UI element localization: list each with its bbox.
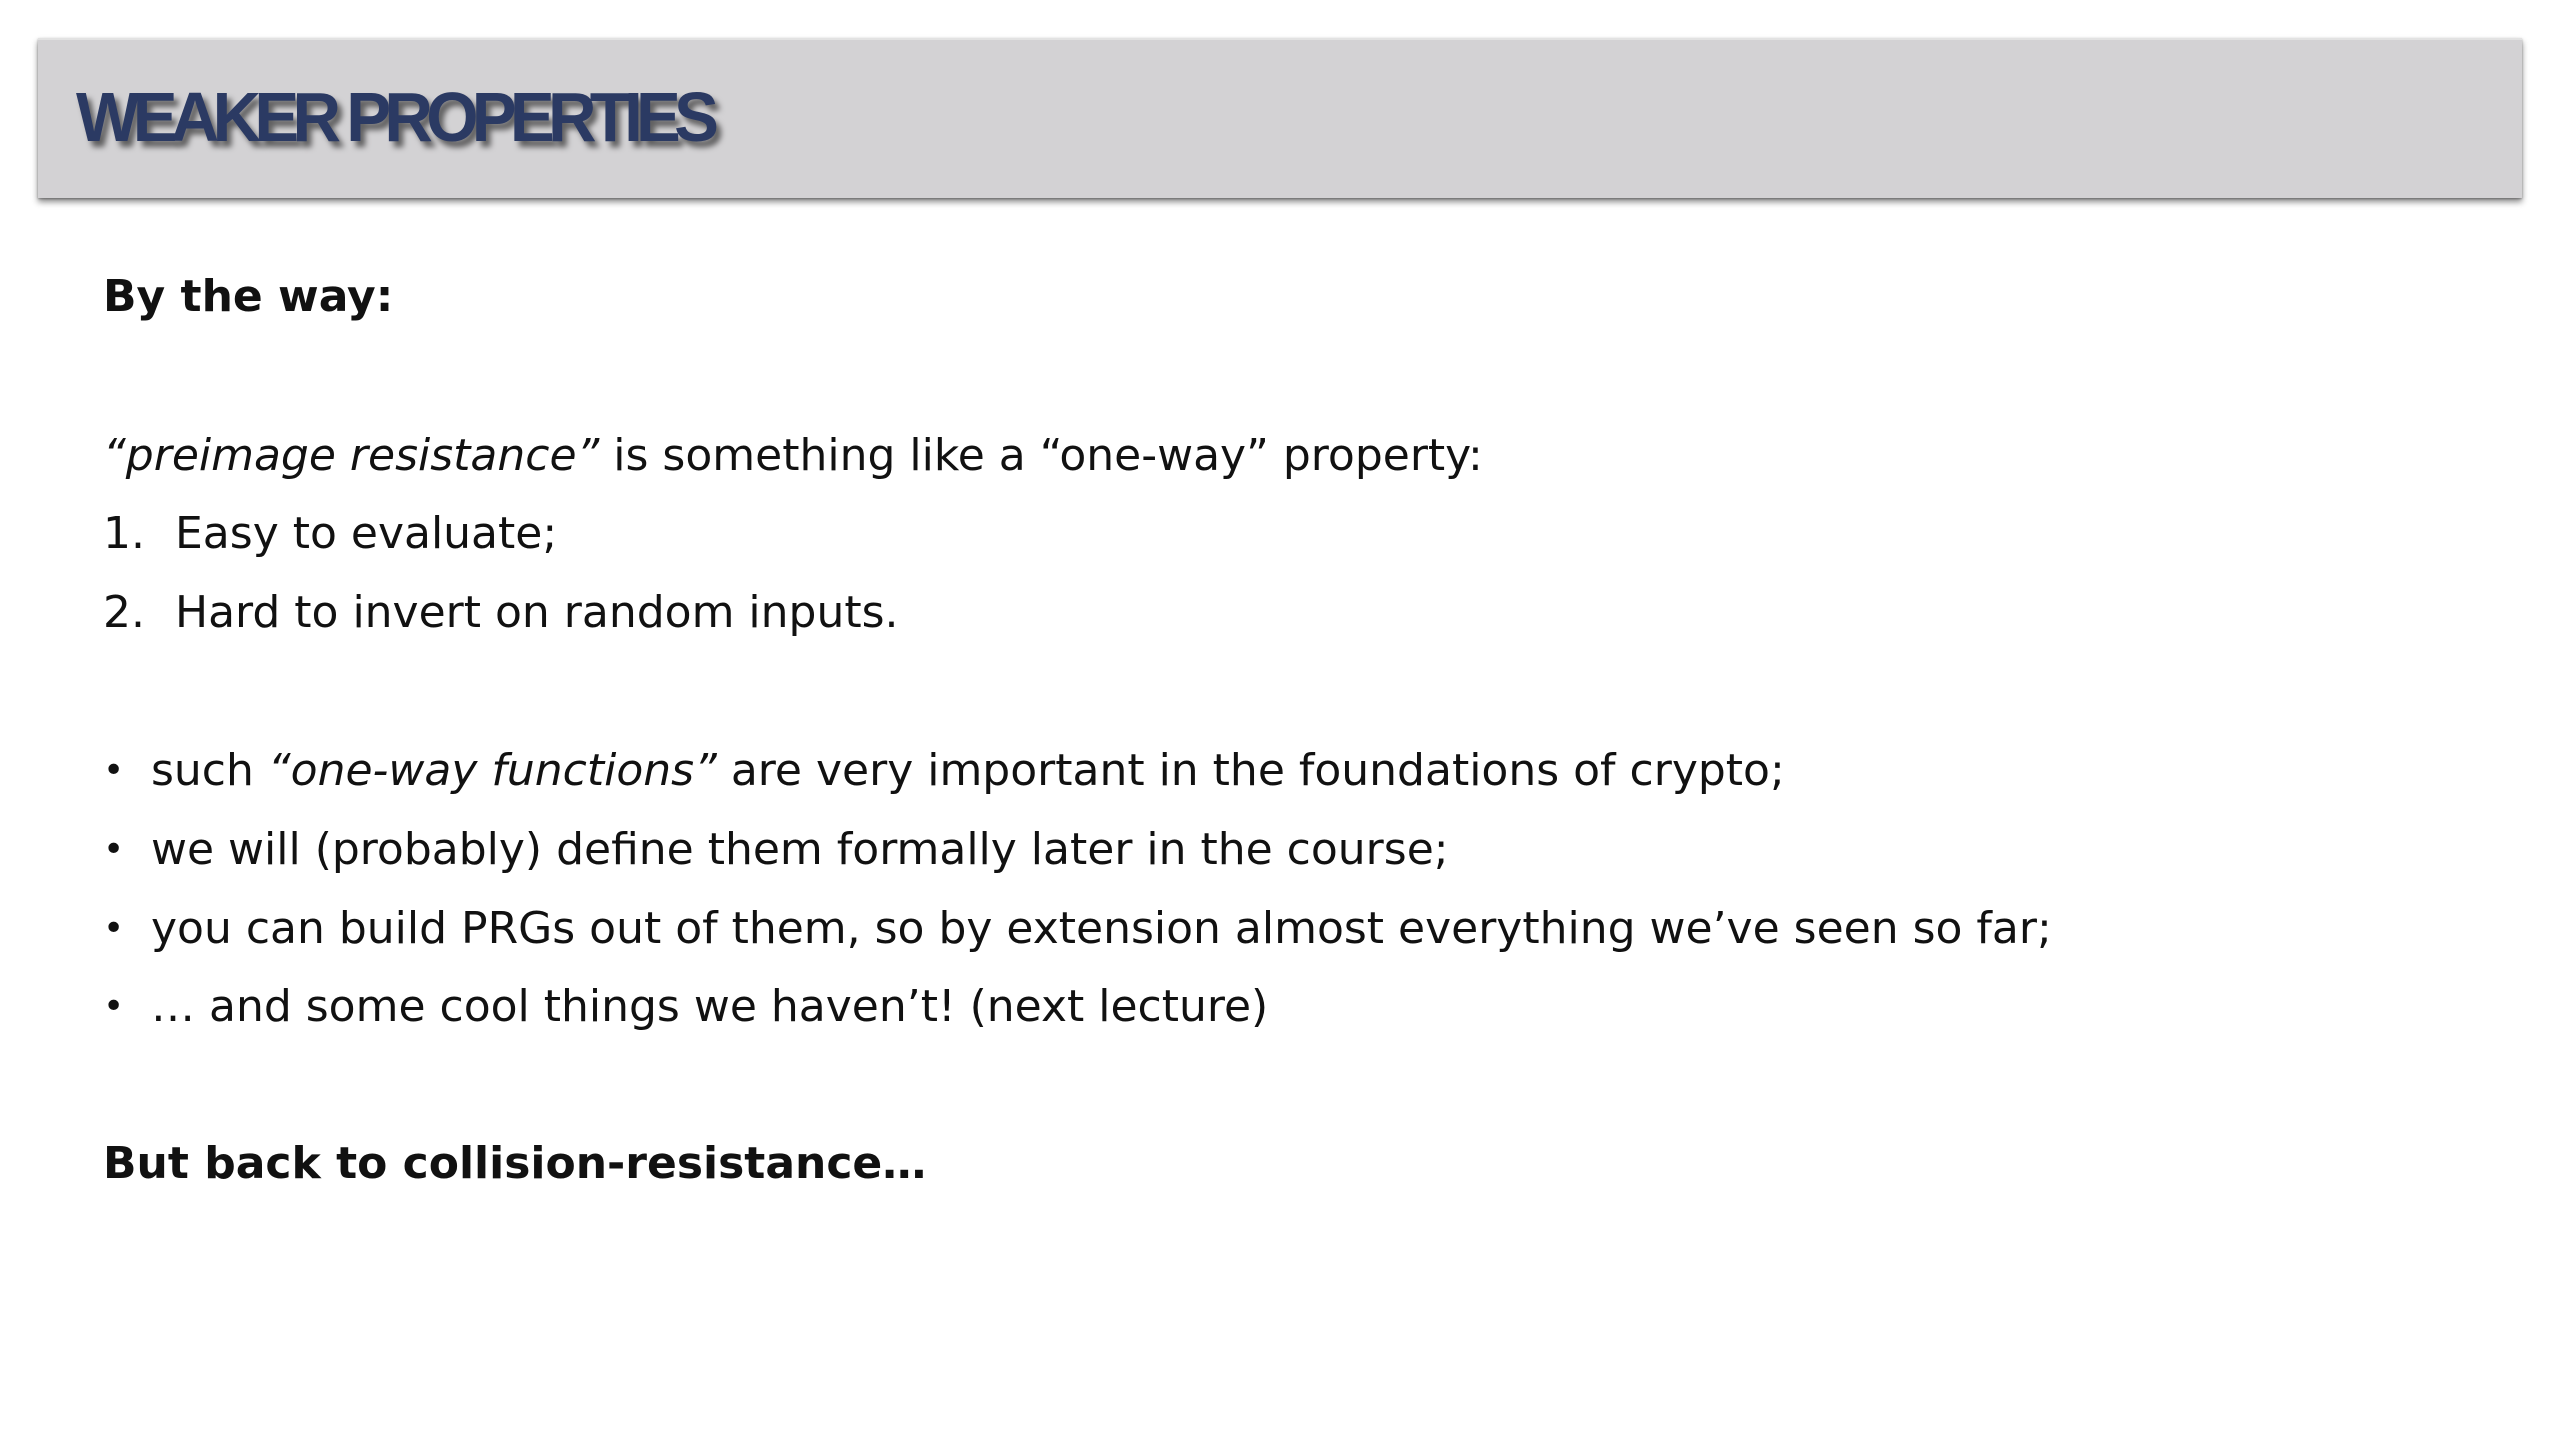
closing-heading: But back to collision-resistance… [103,1138,927,1189]
item-text: Easy to evaluate; [175,508,558,559]
bullet-text-italic: “one-way functions” [267,745,717,796]
bullet-glyph: • [103,750,125,791]
definition-line [103,430,1483,481]
title-bar [38,38,2522,198]
bullet-glyph: • [103,908,125,949]
numbered-item [103,508,1303,562]
bullet-text-post: are very important in the foundations of crypto; [716,745,1785,796]
intro-heading: By the way: [103,271,394,322]
slide-title: WEAKER PROPERTIES [76,78,713,156]
definition-rest: is something like a “one-way” property: [599,430,1483,481]
bullet-text-pre: such [151,745,268,796]
numbered-item [103,587,1303,641]
item-text: Hard to invert on random inputs. [175,587,899,638]
bullet-text [151,745,1785,796]
bullet-text: you can build PRGs out of them, so by extension almost everything we’ve seen so far; [151,903,2052,954]
bullet-item [103,903,2403,957]
bullet-text: we will (probably) define them formally later in the course; [151,824,1449,875]
bullet-glyph: • [103,829,125,870]
bullet-text: … and some cool things we haven’t! (next lecture) [151,981,1269,1032]
bullet-item [103,745,2403,799]
item-number: 2. [103,587,145,638]
definition-term: “preimage resistance” [103,430,600,481]
bullet-glyph: • [103,986,125,1027]
bullet-item [103,981,2403,1035]
item-number: 1. [103,508,145,559]
bullet-item [103,824,2403,878]
